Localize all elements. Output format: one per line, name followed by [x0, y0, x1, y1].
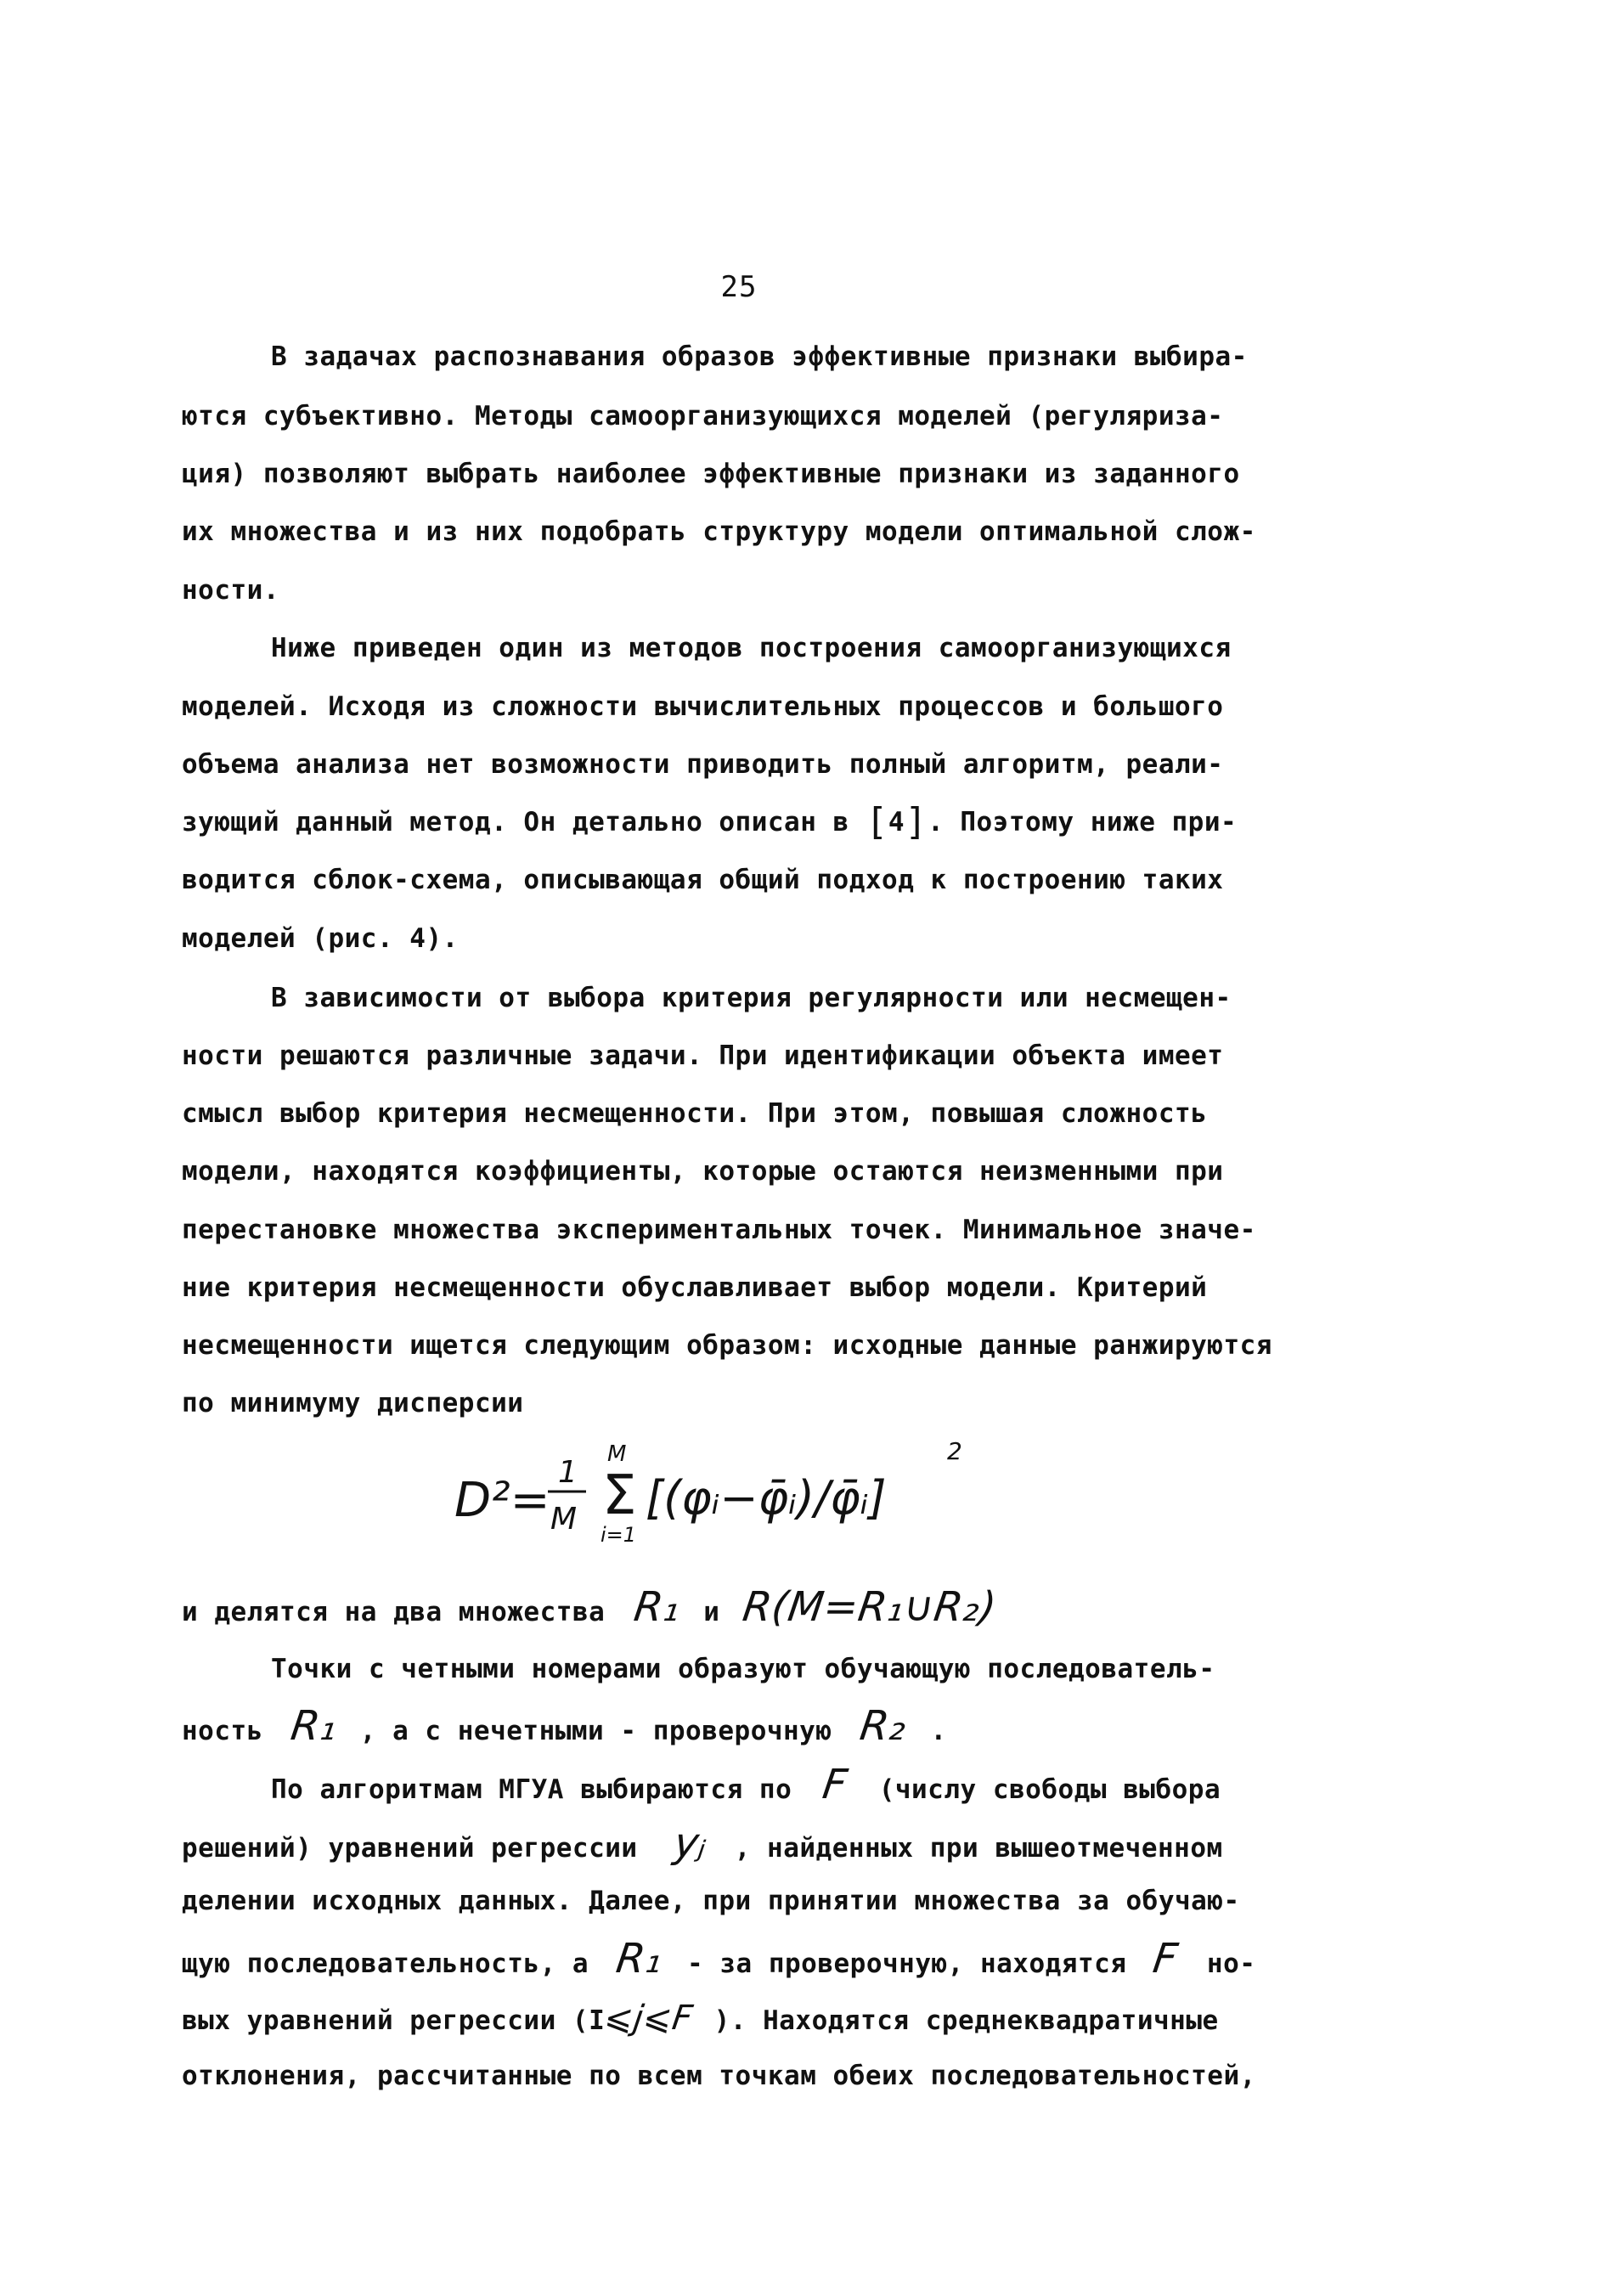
handwritten-symbol: ⩽j⩽F — [602, 1999, 696, 2038]
text-line: Ниже приведен один из методов построения самоорганизующихся — [271, 633, 1232, 663]
text-line: их множества и из них подобрать структуру модели оптимальной слож- — [182, 516, 1256, 547]
text-line: моделей (рис. 4). — [182, 923, 459, 954]
formula-sum-top: M — [607, 1441, 627, 1467]
text-line: делении исходных данных. Далее, при принятии множества за обучаю- — [182, 1886, 1240, 1916]
text-line: ние критерия несмещенности обуславливает выбор модели. Критерий — [182, 1272, 1208, 1303]
text-line: Точки с четными номерами образуют обучающую последователь- — [271, 1654, 1215, 1684]
text-line: В задачах распознавания образов эффективные признаки выбира- — [271, 341, 1248, 372]
text-line: объема анализа нет возможности приводить полный алгоритм, реали- — [182, 749, 1224, 780]
handwritten-symbol: F — [1149, 1935, 1181, 1982]
formula-frac-num: 1 — [558, 1455, 578, 1490]
formula-body: [(φᵢ−φ̄ᵢ)/φ̄ᵢ] — [646, 1471, 887, 1525]
formula-exponent: 2 — [947, 1437, 962, 1465]
text-line: перестановке множества экспериментальных точек. Минимальное значе- — [182, 1215, 1256, 1245]
text-line: смысл выбор критерия несмещенности. При этом, повышая сложность — [182, 1098, 1208, 1129]
text-line: ность R₁ , а с нечетными - проверочную R₂ . — [182, 1702, 947, 1750]
text-line: по минимуму дисперсии — [182, 1388, 524, 1418]
text-line: ются субъективно. Методы самоорганизующихся моделей (регуляриза- — [182, 401, 1224, 431]
dispersion-formula — [454, 1435, 1049, 1546]
page-number: 25 — [720, 270, 758, 304]
formula-lhs: D²= — [454, 1473, 550, 1528]
formula-sum-bottom: i=1 — [601, 1523, 637, 1546]
text-line: вых уравнений регрессии (I⩽j⩽F ). Находятся среднеквадратичные — [182, 1999, 1219, 2038]
text-line: ности решаются различные задачи. При идентификации объекта имеет — [182, 1040, 1224, 1071]
handwritten-symbol: R(M=R₁∪R₂) — [739, 1583, 1000, 1631]
text-line: ности. — [182, 575, 279, 606]
text-line: В зависимости от выбора критерия регулярности или несмещен- — [271, 983, 1232, 1013]
text-line: водится сблок-схема, описывающая общий подход к построению таких — [182, 865, 1224, 895]
handwritten-symbol: R₂ — [856, 1702, 910, 1750]
text-line: и делятся на два множества R₁ и R(M=R₁∪R₂) — [182, 1583, 1000, 1631]
formula-frac-den: M — [550, 1502, 578, 1537]
handwritten-symbol: F — [820, 1761, 851, 1808]
text-line: решений) уравнений регрессии yⱼ , найденных при вышеотмеченном — [182, 1819, 1223, 1867]
text-line: отклонения, рассчитанные по всем точкам обеих последовательностей, — [182, 2061, 1256, 2091]
text-line: несмещенности ищется следующим образом: исходные данные ранжируются — [182, 1330, 1272, 1361]
citation-ref: [4] — [865, 800, 928, 843]
text-line: щую последовательность, а R₁ - за проверочную, находятся F но- — [182, 1935, 1256, 1982]
text-line: зующий данный метод. Он детально описан в [4]. Поэтому ниже при- — [182, 800, 1238, 843]
text-line: моделей. Исходя из сложности вычислительных процессов и большого — [182, 691, 1224, 722]
text-line: ция) позволяют выбрать наиболее эффективные признаки из заданного — [182, 459, 1240, 489]
text-line: модели, находятся коэффициенты, которые остаются неизменными при — [182, 1156, 1224, 1187]
formula-sum-sign: Σ — [602, 1464, 637, 1527]
handwritten-symbol: R₁ — [613, 1935, 666, 1982]
handwritten-symbol: yⱼ — [670, 1819, 710, 1867]
handwritten-symbol: R₁ — [288, 1702, 341, 1750]
text-line: По алгоритмам МГУА выбираются по F (числу свободы выбора — [271, 1761, 1221, 1808]
handwritten-symbol: R₁ — [631, 1583, 684, 1631]
